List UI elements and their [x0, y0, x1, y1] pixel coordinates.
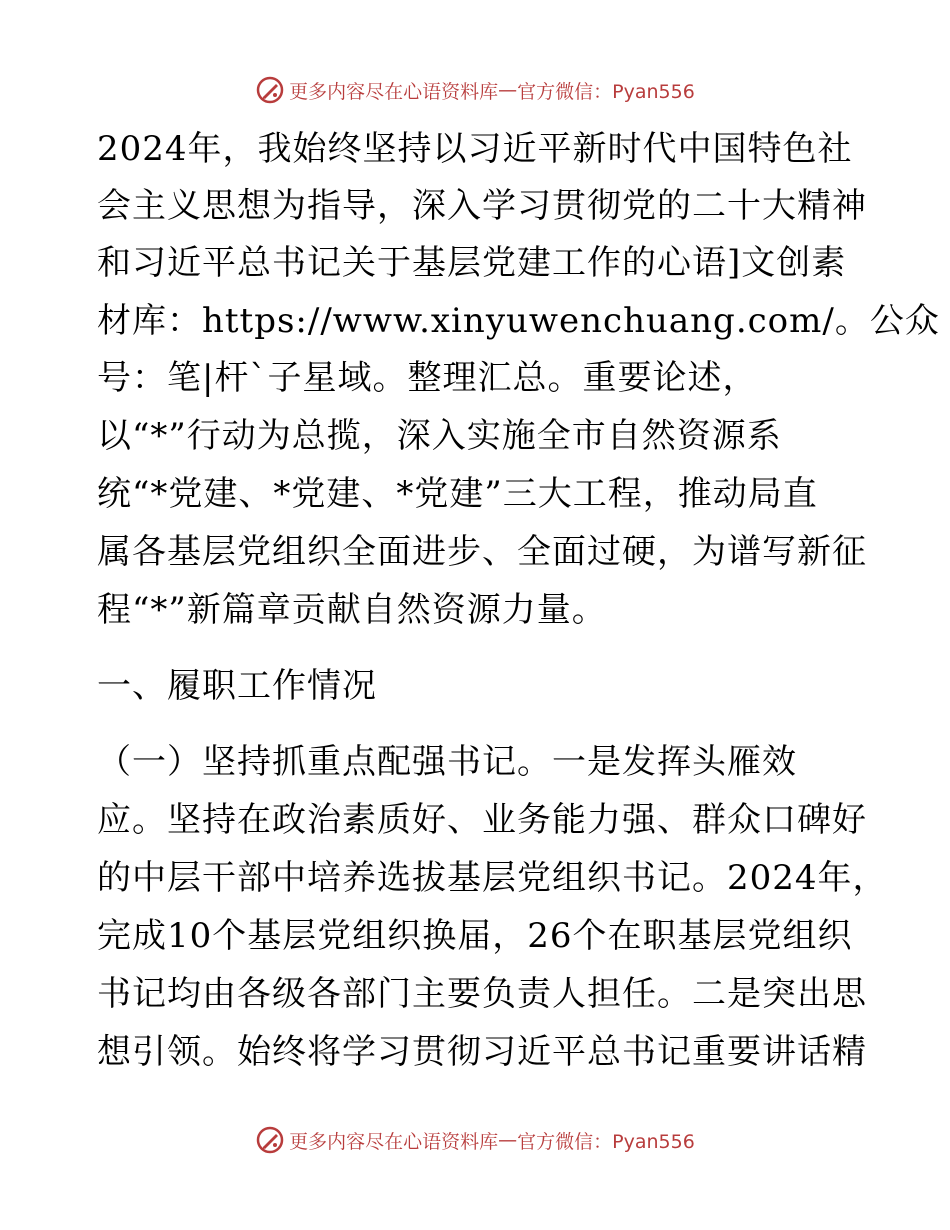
body-line: 材库：https://www.xinyuwenchuang.com/。公众 [97, 301, 940, 341]
banner-wechat-text: 官方微信：Pyan556 [517, 80, 695, 103]
body-line: 程“*”新篇章贡献自然资源力量。 [97, 590, 607, 630]
banner-separator: — [498, 1129, 518, 1151]
body-line: 以“*”行动为总揽，深入实施全市自然资源系 [97, 416, 782, 456]
banner-brand-text: 更多内容尽在心语资料库 [289, 80, 499, 103]
body-line: 号：笔|杆`子星域。整理汇总。重要论述， [97, 358, 758, 398]
body-line: 属各基层党组织全面进步、全面过硬，为谱写新征 [97, 532, 867, 572]
pen-logo-icon [255, 1125, 285, 1155]
body-line: 统“*党建、*党建、*党建”三大工程，推动局直 [97, 474, 818, 514]
body-line: 和习近平总书记关于基层党建工作的心语]文创素 [97, 243, 847, 283]
body-line: 2024年，我始终坚持以习近平新时代中国特色社 [97, 129, 853, 169]
banner-brand-text: 更多内容尽在心语资料库 [289, 1130, 499, 1153]
section-heading: 一、履职工作情况 [97, 666, 377, 706]
footer-banner [0, 1120, 950, 1160]
banner-wechat-text: 官方微信：Pyan556 [517, 1130, 695, 1153]
body-line: 的中层干部中培养选拔基层党组织书记。2024年， [97, 858, 888, 898]
body-line: 完成10个基层党组织换届，26个在职基层党组织 [97, 916, 853, 956]
banner-separator: — [498, 79, 518, 101]
body-line: 会主义思想为指导，深入学习贯彻党的二十大精神 [97, 186, 867, 226]
body-line: 应。坚持在政治素质好、业务能力强、群众口碑好 [97, 800, 867, 840]
body-line: （一）坚持抓重点配强书记。一是发挥头雁效 [97, 742, 797, 782]
body-line: 想引领。始终将学习贯彻习近平总书记重要讲话精 [97, 1032, 867, 1072]
body-line: 书记均由各级各部门主要负责人担任。二是突出思 [97, 974, 867, 1014]
